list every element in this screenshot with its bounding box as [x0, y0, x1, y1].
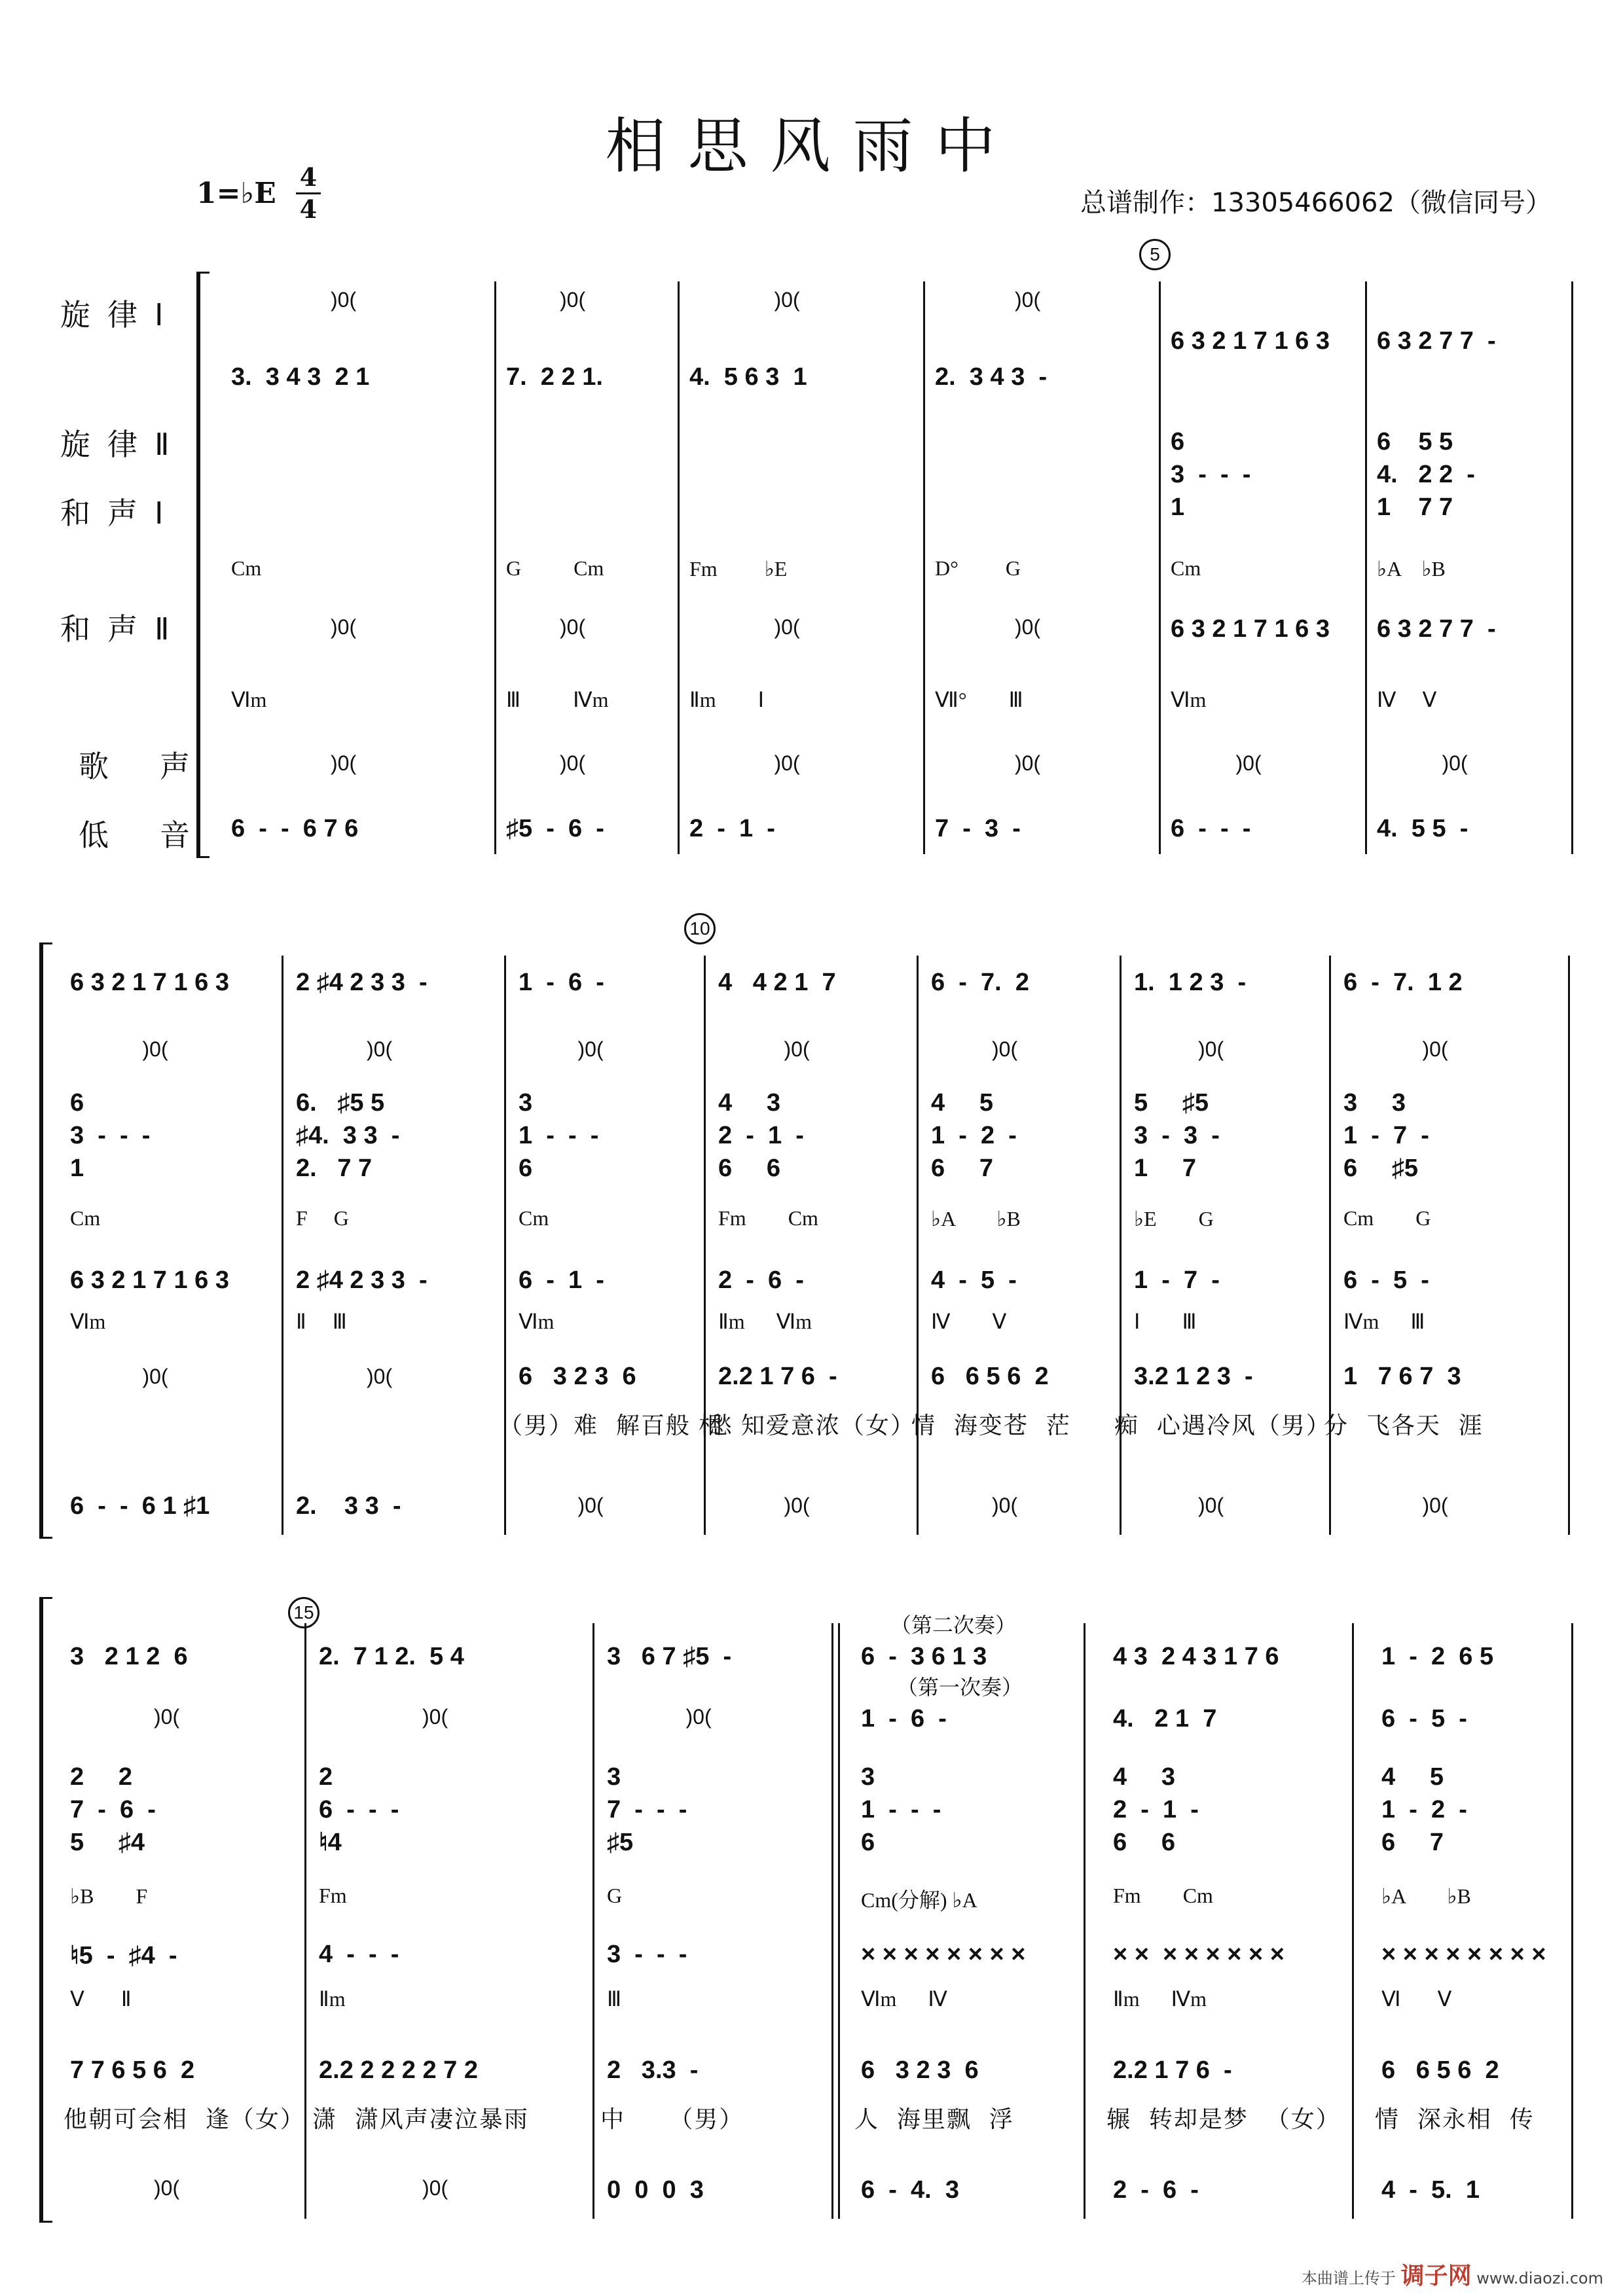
system2-barline [504, 956, 506, 1535]
function-symbol: Ⅳm Ⅲ [1343, 1310, 1425, 1333]
chord-symbol: Cm [519, 1206, 549, 1230]
key-signature: 1=♭E [196, 177, 276, 210]
voice-rest: )0( [367, 1365, 393, 1388]
voice-rest: )0( [142, 1365, 168, 1388]
voice-rest: )0( [560, 751, 586, 775]
melody2-rest: )0( [1198, 1037, 1224, 1061]
rehearsal-mark: 15 [288, 1597, 319, 1628]
harmony2-measure: × × × × × × × × [1381, 1941, 1546, 1968]
melody2-measure: 2. 3 4 3 - [935, 363, 1048, 391]
lyric-line: 潇 潇风声凄泣暴雨 [312, 2106, 529, 2133]
bass-measure: 6 - - 6 1 ♯1 [70, 1492, 210, 1520]
melody2-measure: 4. 5 6 3 1 [689, 363, 807, 391]
voice-measure: 6 6 5 6 2 [1381, 2056, 1499, 2084]
bass-measure: 2 - 6 - [1113, 2176, 1199, 2204]
lyric-line: 人 海里飘 浮 [854, 2106, 1014, 2133]
melody2-rest: )0( [992, 1037, 1018, 1061]
voice-rest: )0( [1015, 751, 1041, 775]
harmony2-measure: 1 - 7 - [1134, 1266, 1220, 1294]
chord-symbol: Cm G [1343, 1206, 1431, 1230]
system3-barline [593, 1623, 594, 2219]
rehearsal-mark: 10 [684, 913, 716, 944]
harmony1-chord-tones: 3 1 - - - 6 [861, 1763, 941, 1856]
bass-measure: 6 - - - [1171, 815, 1251, 842]
bass-rest: )0( [784, 1494, 810, 1517]
function-symbol: Ⅴ Ⅱ [70, 1987, 132, 2011]
function-symbol: Ⅲ [607, 1987, 622, 2011]
system3-barline [831, 1623, 833, 2219]
harmony1-chord-tones: 4 3 2 - 1 - 6 6 [1113, 1763, 1199, 1856]
function-symbol: Ⅵ Ⅴ [1381, 1987, 1452, 2011]
lyric-line: 中 （男） [600, 2106, 744, 2133]
chord-symbol: ♭A ♭B [1377, 557, 1446, 581]
chord-symbol: Fm ♭E [689, 557, 788, 581]
function-symbol: Ⅱm Ⅳm [1113, 1987, 1207, 2011]
function-symbol: Ⅱm Ⅰ [689, 688, 765, 711]
bass-measure: 2 - 1 - [689, 815, 775, 842]
function-symbol: Ⅱ Ⅲ [296, 1310, 347, 1333]
system1-barline [678, 281, 680, 854]
melody1-measure: 6 - 7. 1 2 [1343, 969, 1463, 996]
repeat-barline [838, 1623, 840, 2219]
system3-barline [1352, 1623, 1354, 2219]
voice-measure: 7 7 6 5 6 2 [70, 2056, 195, 2084]
voice-measure: 3.2 1 2 3 - [1134, 1363, 1253, 1390]
system1-barline [1571, 281, 1573, 854]
chord-symbol: Cm [70, 1206, 101, 1230]
bass-measure: 4. 5 5 - [1377, 815, 1468, 842]
melody2-measure: 7. 2 2 1. [506, 363, 603, 391]
melody1-measure: 6 - 7. 2 [931, 969, 1029, 996]
harmony1-chord-tones: 6. ♯5 5 ♯4. 3 3 - 2. 7 7 [296, 1089, 400, 1182]
play-second: （第二次奏） [890, 1613, 1017, 1637]
melody1-measure: 4 4 2 1 7 [718, 969, 836, 996]
voice-measure: 2.2 1 7 6 - [718, 1363, 837, 1390]
play-first: （第一次奏） [897, 1676, 1023, 1699]
voice-rest: )0( [1442, 751, 1468, 775]
function-symbol: Ⅶ° Ⅲ [935, 688, 1023, 711]
function-symbol: Ⅵm [70, 1310, 106, 1333]
voice-rest: )0( [774, 751, 800, 775]
voice-measure: 2.2 2 2 2 2 7 2 [319, 2056, 478, 2084]
harmony2-measure: × × × × × × × × [1113, 1941, 1285, 1968]
melody2-measure: 3. 3 4 3 2 1 [231, 363, 370, 391]
melody1-measure: 1. 1 2 3 - [1134, 969, 1247, 996]
chord-symbol: F G [296, 1206, 349, 1230]
bass-rest: )0( [992, 1494, 1018, 1517]
system1-barline [1365, 281, 1367, 854]
melody1-rest: )0( [774, 288, 800, 312]
harmony2-measure: 4 - 5 - [931, 1266, 1017, 1294]
voice-measure: 6 6 5 6 2 [931, 1363, 1049, 1390]
bass-rest: )0( [154, 2176, 180, 2200]
voice-rest: )0( [1235, 751, 1262, 775]
chord-symbol: ♭A ♭B [931, 1207, 1021, 1230]
bass-measure: 6 - 4. 3 [861, 2176, 959, 2204]
function-symbol: Ⅵm [1171, 688, 1207, 711]
harmony1-chord-tones: 2 2 7 - 6 - 5 ♯4 [70, 1763, 156, 1856]
lyric-line: 情 海变苍 茫 [911, 1412, 1071, 1439]
system2-barline [1120, 956, 1122, 1535]
bass-measure: 6 - - 6 7 6 [231, 815, 359, 842]
system1-barline [494, 281, 496, 854]
melody1-measure: 1 - 2 6 5 [1381, 1643, 1494, 1670]
melody2-measure: 1 - 6 - [861, 1705, 947, 1732]
melody1-measure: 1 - 6 - [519, 969, 604, 996]
system2-barline [704, 956, 706, 1535]
instrument-melody2: 旋律Ⅱ [60, 427, 187, 462]
harmony2-measure: 6 3 2 1 7 1 6 3 [1171, 615, 1330, 643]
system2-barline [917, 956, 919, 1535]
melody1-measure: 3 2 1 2 6 [70, 1643, 188, 1670]
melody1-measure: 3 6 7 ♯5 - [607, 1643, 732, 1670]
instrument-harmony1: 和声Ⅰ [60, 495, 181, 531]
melody1-rest: )0( [560, 288, 586, 312]
melody1-measure: 4 3 2 4 3 1 7 6 [1113, 1643, 1279, 1670]
time-signature [296, 164, 321, 223]
chord-symbol: G Cm [506, 556, 604, 580]
melody1-measure: 6 - 3 6 1 3 [861, 1643, 987, 1670]
melody1-measure: 2 ♯4 2 3 3 - [296, 969, 428, 996]
melody2-rest: )0( [1422, 1037, 1448, 1061]
chord-symbol: Fm Cm [718, 1206, 818, 1230]
instrument-bass: 低音 [79, 817, 241, 853]
function-symbol: Ⅳ Ⅴ [1377, 688, 1437, 711]
harmony2-rest: )0( [560, 615, 586, 639]
bass-measure: 4 - 5. 1 [1381, 2176, 1480, 2204]
melody1-measure: 6 3 2 1 7 1 6 3 [1171, 327, 1330, 355]
bass-measure: 7 - 3 - [935, 815, 1021, 842]
harmony2-rest: )0( [331, 615, 357, 639]
harmony1-chord-tones: 3 1 - - - 6 [519, 1089, 599, 1182]
lyric-line: 辗 转却是梦 （女） [1106, 2106, 1341, 2133]
score-credit: 总谱制作：13305466062（微信同号） [1080, 188, 1552, 218]
chord-symbol: Fm Cm [1113, 1884, 1213, 1907]
harmony2-measure: 6 - 1 - [519, 1266, 604, 1294]
chord-symbol: D° G [935, 556, 1021, 580]
system2-barline [282, 956, 283, 1535]
chord-symbol: G [607, 1884, 623, 1907]
system3-barline [1571, 1623, 1573, 2219]
system2-brace [39, 942, 52, 1539]
harmony2-measure: 6 3 2 7 7 - [1377, 615, 1496, 643]
harmony2-measure: 6 3 2 1 7 1 6 3 [70, 1266, 229, 1294]
harmony1-chord-tones: 6 5 5 4. 2 2 - 1 7 7 [1377, 428, 1475, 521]
page-title: 相思风雨中 [605, 111, 1018, 181]
melody1-rest: )0( [331, 288, 357, 312]
harmony2-rest: )0( [774, 615, 800, 639]
melody2-rest: )0( [154, 1705, 180, 1729]
instrument-melody1: 旋律Ⅰ [60, 297, 181, 332]
melody2-rest: )0( [422, 1705, 448, 1729]
melody1-rest: )0( [1015, 288, 1041, 312]
lyric-line: 相 知爱意浓（女） [699, 1412, 915, 1439]
lyric-line: 他朝可会相 逢（女） [64, 2106, 305, 2133]
harmony1-chord-tones: 2 6 - - - ♮4 [319, 1763, 399, 1856]
voice-measure: 1 7 6 7 3 [1343, 1363, 1461, 1390]
voice-measure: 2.2 1 7 6 - [1113, 2056, 1232, 2084]
chord-symbol: ♭E G [1134, 1207, 1214, 1230]
harmony1-chord-tones: 4 5 1 - 2 - 6 7 [931, 1089, 1017, 1182]
voice-measure: 2 3.3 - [607, 2056, 699, 2084]
melody2-rest: )0( [142, 1037, 168, 1061]
melody2-rest: )0( [577, 1037, 604, 1061]
harmony2-measure: 6 - 5 - [1343, 1266, 1429, 1294]
lyric-line: （男）难 解百般 愁 [499, 1412, 733, 1439]
chord-symbol: ♭B F [70, 1884, 148, 1908]
function-symbol: Ⅵm Ⅳ [861, 1987, 947, 2011]
melody1-measure: 6 3 2 1 7 1 6 3 [70, 969, 229, 996]
melody2-rest: )0( [685, 1705, 712, 1729]
bass-rest: )0( [1422, 1494, 1448, 1517]
lyric-line: 情 深永相 传 [1375, 2106, 1535, 2133]
bass-rest: )0( [422, 2176, 448, 2200]
harmony2-rest: )0( [1015, 615, 1041, 639]
melody2-measure: 6 - 5 - [1381, 1705, 1467, 1732]
function-symbol: Ⅳ Ⅴ [931, 1310, 1007, 1333]
instrument-harmony2: 和声Ⅱ [60, 611, 187, 647]
footer-site: 调子网 [1400, 2263, 1472, 2289]
chord-symbol: Cm(分解) ♭A [861, 1888, 977, 1912]
harmony2-measure: 3 - - - [607, 1941, 687, 1968]
function-symbol: Ⅱm [319, 1987, 346, 2011]
rehearsal-mark: 5 [1139, 239, 1171, 270]
melody1-measure: 6 3 2 7 7 - [1377, 327, 1496, 355]
meter-bottom: 4 [299, 194, 318, 224]
harmony1-chord-tones: 4 5 1 - 2 - 6 7 [1381, 1763, 1467, 1856]
bass-measure: 0 0 0 3 [607, 2176, 704, 2204]
harmony1-chord-tones: 4 3 2 - 1 - 6 6 [718, 1089, 804, 1182]
instrument-voice: 歌声 [79, 749, 241, 784]
footer-upload: 本曲谱上传于 [1301, 2269, 1396, 2287]
harmony2-measure: 4 - - - [319, 1941, 399, 1968]
chord-symbol: Cm [1171, 556, 1201, 580]
harmony1-chord-tones: 3 3 1 - 7 - 6 ♯5 [1343, 1089, 1429, 1182]
lyric-line: 痴 心遇冷风（男） [1114, 1412, 1331, 1439]
system1-brace [196, 272, 210, 858]
system1-barline [923, 281, 925, 854]
footer-url: www.diaozi.com [1476, 2269, 1603, 2287]
harmony2-measure: 2 - 6 - [718, 1266, 804, 1294]
voice-measure: 6 3 2 3 6 [519, 1363, 636, 1390]
harmony1-chord-tones: 5 ♯5 3 - 3 - 1 7 [1134, 1089, 1220, 1182]
chord-symbol: ♭A ♭B [1381, 1884, 1471, 1908]
footer-watermark [1302, 2257, 1603, 2291]
meter-top: 4 [299, 162, 318, 192]
harmony2-measure: ♮5 - ♯4 - [70, 1942, 177, 1969]
harmony1-chord-tones: 6 3 - - - 1 [70, 1089, 151, 1182]
voice-rest: )0( [331, 751, 357, 775]
harmony2-measure: 2 ♯4 2 3 3 - [296, 1266, 428, 1294]
function-symbol: Ⅱm Ⅵm [718, 1310, 812, 1333]
system3-barline [1084, 1623, 1085, 2219]
harmony1-chord-tones: 3 7 - - - ♯5 [607, 1763, 687, 1856]
bass-rest: )0( [577, 1494, 604, 1517]
chord-symbol: Fm [319, 1884, 347, 1907]
melody1-measure: 2. 7 1 2. 5 4 [319, 1643, 464, 1670]
melody2-measure: 4. 2 1 7 [1113, 1705, 1217, 1732]
harmony1-chord-tones: 6 3 - - - 1 [1171, 428, 1251, 521]
system2-barline [1329, 956, 1331, 1535]
melody2-rest: )0( [784, 1037, 810, 1061]
bass-measure: 2. 3 3 - [296, 1492, 401, 1520]
system3-brace [39, 1597, 52, 2223]
chord-symbol: Cm [231, 556, 262, 580]
function-symbol: Ⅵm [519, 1310, 555, 1333]
harmony2-measure: × × × × × × × × [861, 1941, 1026, 1968]
voice-measure: 6 3 2 3 6 [861, 2056, 979, 2084]
bass-rest: )0( [1198, 1494, 1224, 1517]
bass-measure: ♯5 - 6 - [506, 815, 604, 842]
function-symbol: Ⅲ Ⅳm [506, 688, 609, 711]
system1-barline [1159, 281, 1161, 854]
function-symbol: Ⅵm [231, 688, 267, 711]
function-symbol: Ⅰ Ⅲ [1134, 1310, 1197, 1333]
system2-barline [1568, 956, 1570, 1535]
melody2-rest: )0( [367, 1037, 393, 1061]
lyric-line: 分 飞各天 涯 [1324, 1412, 1484, 1439]
